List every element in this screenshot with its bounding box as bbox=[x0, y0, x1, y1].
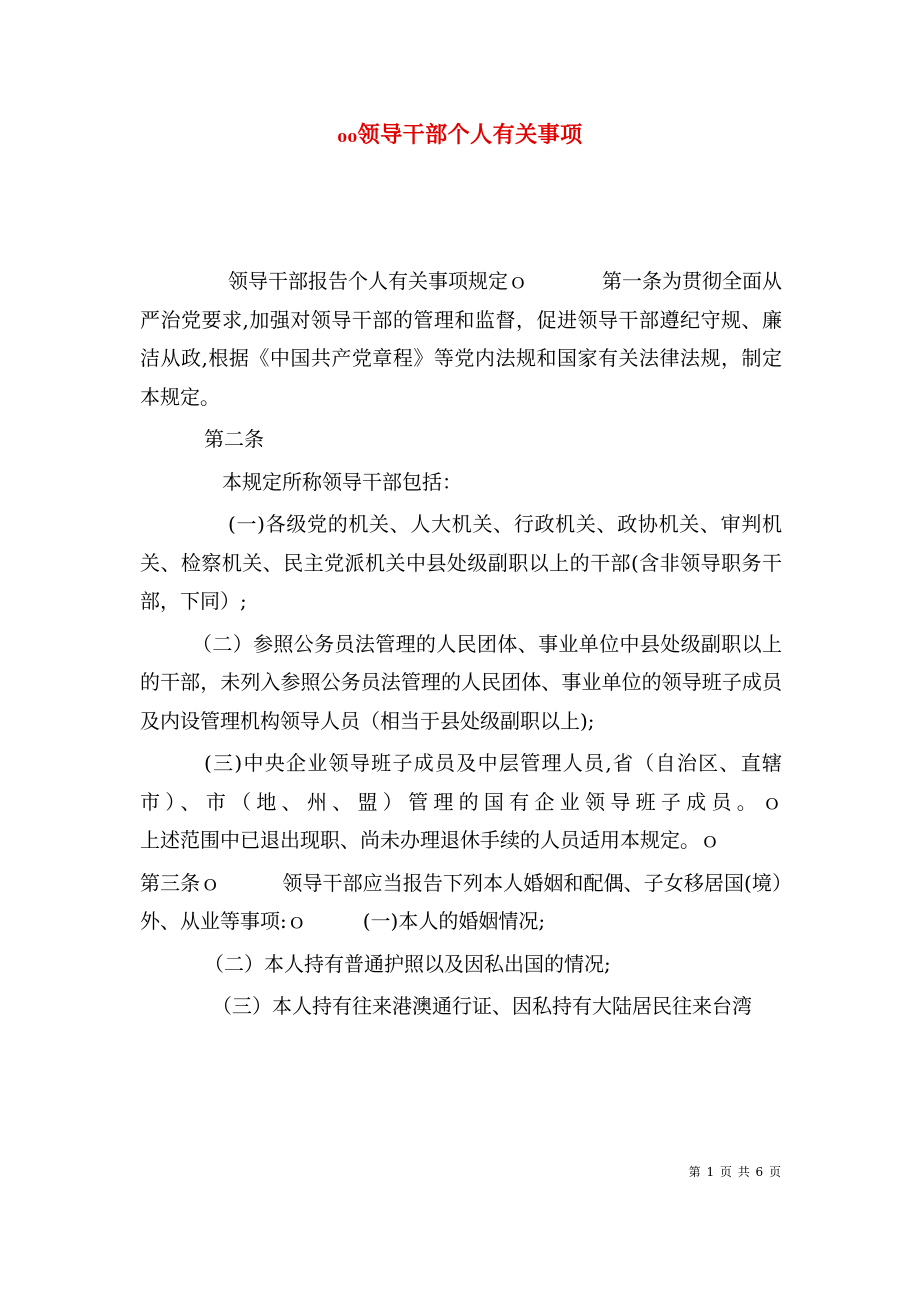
paragraph-item-one: (一)各级党的机关、人大机关、行政机关、政协机关、审判机关、检察机关、民主党派机关中县处级副职以上的干部(含非领导职务干部，下同）; bbox=[140, 512, 782, 613]
article-one-text: 第一条为贯彻全面从严治党要求,加强对领导干部的管理和监督，促进领导干部遵纪守规、廉洁从政,根据《中国共产党章程》等党内法规和国家有关法律法规，制定本规定。 bbox=[140, 269, 782, 409]
paragraph-item-three: (三)中央企业领导班子成员及中层管理人员,省（自治区、直辖市）、市（地、州、盟）管理的国有企业领导班子成员。ｏ bbox=[140, 751, 782, 814]
paragraph-article-three-item-two: （二）本人持有普通护照以及因私出国的情况; bbox=[204, 951, 611, 976]
paragraph-article-three bbox=[140, 864, 782, 941]
article-three-heading: 第三条ｏ bbox=[140, 870, 221, 895]
paragraph-scope: 本规定所称领导干部包括： bbox=[222, 469, 462, 494]
paragraph-article-three-item-three: （三）本人持有往来港澳通行证、因私持有大陆居民往来台湾 bbox=[212, 994, 752, 1018]
paragraph-regulation-intro bbox=[140, 262, 782, 416]
paragraph-article-two: 第二条 bbox=[204, 427, 264, 451]
article-three-text: 领导干部应当报告下列本人婚姻和配偶、子女移居国(境）外、从业等事项:ｏ bbox=[140, 870, 782, 933]
document-title: ₀₀领导干部个人有关事项 bbox=[337, 122, 583, 148]
article-three-item-one: (一)本人的婚姻情况; bbox=[362, 909, 546, 933]
paragraph-item-two: （二）参照公务员法管理的人民团体、事业单位中县处级副职以上的干部，未列入参照公务员法管理的人民团体、事业单位的领导班子成员及内设管理机构领导人员（相当于县处级副职以上); bbox=[140, 631, 782, 733]
page-number-footer: 第 1 页 共 6 页 bbox=[688, 1165, 782, 1179]
regulation-heading: 领导干部报告个人有关事项规定ｏ bbox=[228, 269, 528, 293]
paragraph-scope-retired: 上述范围中已退出现职、尚未办理退休手续的人员适用本规定。ｏ bbox=[140, 828, 720, 852]
document-body bbox=[140, 262, 782, 1026]
